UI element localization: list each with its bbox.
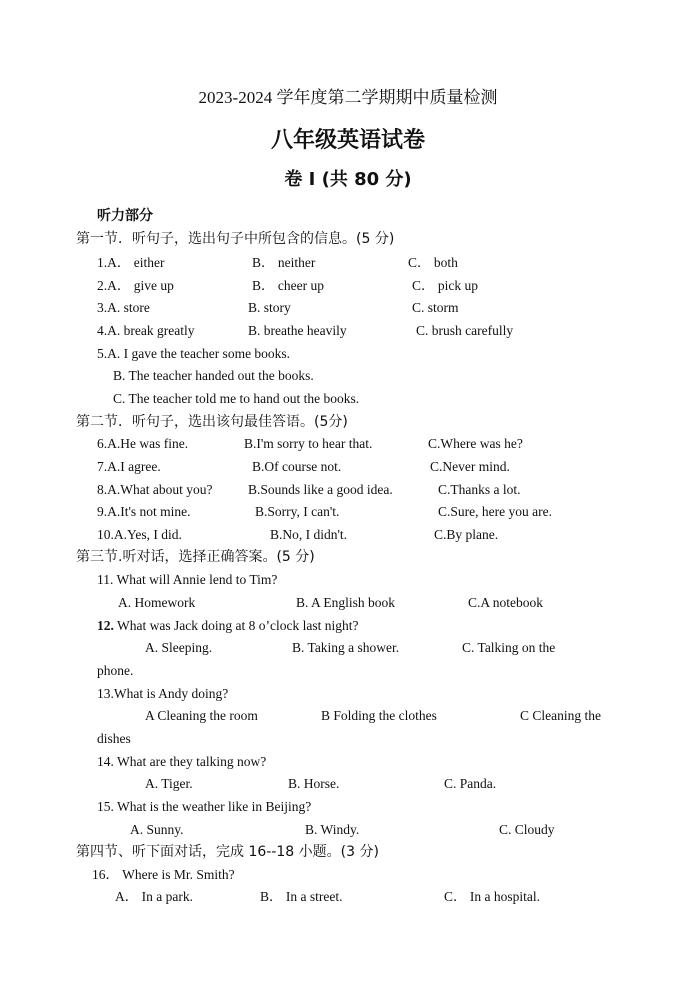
q5-option-c: C. The teacher told me to hand out the books. (113, 391, 360, 406)
q5-option-b: B. The teacher handed out the books. (113, 368, 314, 383)
q11-stem: 11. What will Annie lend to Tim? (97, 572, 278, 587)
listening-label: 听力部分 (97, 208, 153, 224)
volume-title: 卷 I (共 80 分) (284, 169, 412, 190)
q8-option-a: 8.A.What about you? (97, 482, 213, 497)
section-4-heading: 第四节、听下面对话，完成 16--18 小题。(3 分) (76, 844, 379, 860)
q15-option-b: B. Windy. (305, 822, 360, 837)
q15-option-c: C. Cloudy (499, 822, 555, 837)
q12-option-c: C. Talking on the (462, 640, 556, 655)
q6-option-a: 6.A.He was fine. (97, 436, 189, 451)
q15-stem: 15. What is the weather like in Beijing? (97, 799, 312, 814)
q15-option-a: A. Sunny. (130, 822, 184, 837)
q14-stem: 14. What are they talking now? (97, 754, 267, 769)
q13-option-c-continued: dishes (97, 731, 131, 746)
q12-stem (97, 617, 358, 635)
q12-number: 12. (97, 618, 114, 633)
q1-option-c: C． both (408, 255, 458, 270)
q3-option-a: 3.A. store (97, 300, 150, 315)
q9-option-b: B.Sorry, I can't. (255, 504, 340, 519)
q10-option-c: C.By plane. (434, 527, 499, 542)
section-1-heading: 第一节．听句子，选出句子中所包含的信息。(5 分) (76, 231, 395, 247)
q6-option-b: B.I'm sorry to hear that. (244, 436, 373, 451)
q3-option-c: C. storm (412, 300, 459, 315)
q6-option-c: C.Where was he? (428, 436, 523, 451)
q16-option-a: A． In a park. (115, 889, 193, 904)
q1-option-a: 1.A． either (97, 255, 165, 270)
q11-option-c: C.A notebook (468, 595, 544, 610)
q12-option-c-continued: phone. (97, 663, 134, 678)
q13-option-a: A Cleaning the room (145, 708, 258, 723)
q8-option-b: B.Sounds like a good idea. (248, 482, 393, 497)
q9-option-c: C.Sure, here you are. (438, 504, 552, 519)
q16-option-b: B． In a street. (260, 889, 343, 904)
q14-option-b: B. Horse. (288, 776, 340, 791)
q2-option-c: C． pick up (412, 278, 478, 293)
q7-option-c: C.Never mind. (430, 459, 510, 474)
q13-option-b: B Folding the clothes (321, 708, 437, 723)
q10-option-a: 10.A.Yes, I did. (97, 527, 182, 542)
q3-option-b: B. story (248, 300, 291, 315)
q16-stem: 16． Where is Mr. Smith? (92, 867, 235, 882)
q10-option-b: B.No, I didn't. (270, 527, 348, 542)
q7-option-a: 7.A.I agree. (97, 459, 161, 474)
q5-option-a: 5.A. I gave the teacher some books. (97, 346, 291, 361)
q4-option-c: C. brush carefully (416, 323, 514, 338)
q11-option-b: B. A English book (296, 595, 396, 610)
q4-option-a: 4.A. break greatly (97, 323, 195, 338)
section-3-heading: 第三节.听对话，选择正确答案。(5 分) (76, 549, 315, 565)
q13-stem: 13.What is Andy doing? (97, 686, 229, 701)
q16-option-c: C． In a hospital. (444, 889, 540, 904)
q2-option-a: 2.A． give up (97, 278, 174, 293)
q11-option-a: A. Homework (118, 595, 196, 610)
q8-option-c: C.Thanks a lot. (438, 482, 521, 497)
q4-option-b: B. breathe heavily (248, 323, 347, 338)
q12-option-a: A. Sleeping. (145, 640, 213, 655)
year-title: 2023-2024 学年度第二学期期中质量检测 (198, 88, 498, 107)
q2-option-b: B． cheer up (252, 278, 324, 293)
q14-option-c: C. Panda. (444, 776, 497, 791)
q1-option-b: B． neither (252, 255, 316, 270)
q12-stem-text: What was Jack doing at 8 o’clock last night? (113, 618, 359, 633)
q9-option-a: 9.A.It's not mine. (97, 504, 191, 519)
q13-option-c: C Cleaning the (520, 708, 601, 723)
section-2-heading: 第二节．听句子，选出该句最佳答语。(5分) (76, 414, 348, 430)
q12-option-b: B. Taking a shower. (292, 640, 400, 655)
q7-option-b: B.Of course not. (252, 459, 342, 474)
paper-title: 八年级英语试卷 (270, 128, 425, 153)
q14-option-a: A. Tiger. (145, 776, 193, 791)
